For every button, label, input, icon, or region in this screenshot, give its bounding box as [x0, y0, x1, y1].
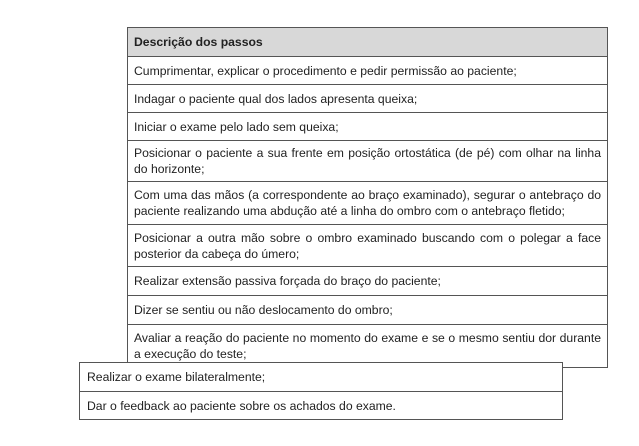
table-row [128, 267, 607, 296]
row-text: Dizer se sentiu ou não deslocamento do ombro; [134, 303, 393, 317]
row-text: Posicionar a outra mão sobre o ombro examinado buscando com o polegar a face posterior da cabeça do úmero; [134, 230, 601, 261]
row-text: Cumprimentar, explicar o procedimento e pedir permissão ao paciente; [134, 63, 517, 78]
table-row [128, 325, 607, 367]
table-row [128, 225, 607, 267]
row-text: Iniciar o exame pelo lado sem queixa; [134, 119, 339, 134]
row-text: Dar o feedback ao paciente sobre os achados do exame. [87, 398, 396, 413]
table-row [128, 182, 607, 225]
row-text: Realizar extensão passiva forçada do braço do paciente; [134, 274, 441, 288]
steps-table-continuation [79, 362, 563, 420]
table-row [128, 85, 607, 113]
table-row [80, 392, 562, 419]
row-text: Realizar o exame bilateralmente; [87, 370, 266, 384]
table-header: Descrição dos passos [128, 28, 607, 57]
row-text: Indagar o paciente qual dos lados apresenta queixa; [134, 91, 418, 106]
table-row [128, 113, 607, 141]
table-row [80, 363, 562, 392]
table-row [128, 57, 607, 85]
steps-table [127, 27, 608, 368]
row-text: Com uma das mãos (a correspondente ao braço examinado), segurar o antebraço do paciente realizando uma abdução até a linha do ombro com o antebraço fletido; [134, 188, 601, 218]
table-row [128, 296, 607, 325]
table-row [128, 141, 607, 182]
row-text: Posicionar o paciente a sua frente em posição ortostática (de pé) com olhar na linha do horizonte; [134, 146, 601, 176]
row-text: Avaliar a reação do paciente no momento do exame e se o mesmo sentiu dor durante a execução do teste; [134, 331, 601, 361]
